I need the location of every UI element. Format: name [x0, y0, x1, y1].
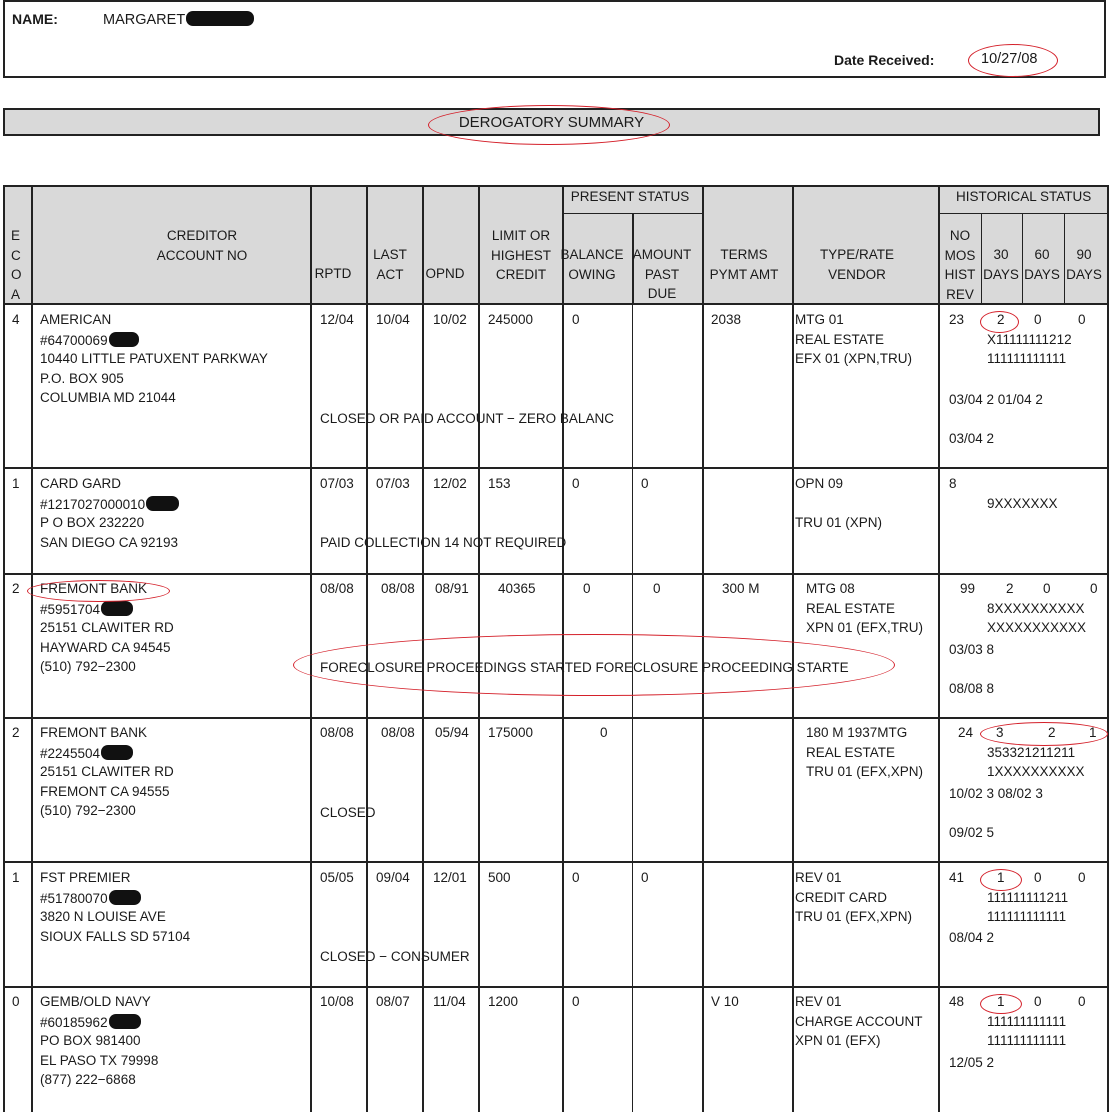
row-ecoa: 2 [12, 581, 20, 596]
row-separator [3, 573, 1107, 575]
row-type-vendor: REAL ESTATE [806, 600, 896, 616]
row-history-count: 0 [1043, 581, 1051, 596]
row-history-pattern: 111111111111 [987, 909, 1067, 924]
row-creditor-address: P O BOX 232220 [40, 515, 145, 530]
row-history-pattern: X11111111212 [987, 331, 1072, 347]
row-ecoa: 1 [12, 476, 20, 491]
row-type-vendor: TRU 01 (EFX,XPN) [795, 909, 913, 924]
row-creditor-name: AMERICAN [40, 312, 112, 327]
row-opnd: 12/01 [433, 870, 467, 885]
header-no-mos: MOS [944, 247, 976, 263]
row-terms: 2038 [711, 312, 742, 327]
row-account-number [40, 745, 133, 761]
row-separator [3, 861, 1107, 863]
row-account-number [40, 1014, 141, 1030]
row-terms: V 10 [711, 994, 739, 1009]
header-amount-past-due: PAST [644, 266, 680, 282]
row-creditor-address: (510) 792−2300 [40, 659, 136, 674]
header-bottom-rule [3, 303, 1107, 305]
redaction-mark [109, 890, 141, 905]
row-account-number-text: #5951704 [40, 601, 101, 617]
header-terms: TERMS [720, 247, 768, 262]
row-type-vendor: TRU 01 (EFX,XPN) [806, 764, 924, 779]
header-ecoa: E [11, 228, 21, 243]
row-creditor-address: 25151 CLAWITER RD [40, 620, 174, 635]
row-balance: 0 [600, 725, 608, 740]
row-limit: 175000 [488, 725, 534, 740]
date-received-value: 10/27/08 [981, 51, 1038, 67]
row-history-count: 2 [1006, 581, 1014, 596]
column-rule [1107, 185, 1109, 1112]
row1-30days-annotation-circle [980, 311, 1019, 333]
row-type-vendor: OPN 09 [795, 476, 844, 491]
header-creditor: CREDITOR [166, 228, 238, 243]
row-history-dates: 08/08 8 [949, 681, 995, 696]
row-history-count: 2 [1048, 725, 1056, 740]
row-type-vendor: 180 M 1937MTG [806, 725, 908, 740]
row-creditor-address: (510) 792−2300 [40, 803, 136, 818]
row-history-count: 8 [949, 476, 957, 491]
row-type-vendor: REV 01 [795, 994, 842, 1009]
row-creditor-address: P.O. BOX 905 [40, 370, 124, 386]
row-type-vendor: EFX 01 (XPN,TRU) [795, 351, 913, 366]
row-separator [3, 467, 1107, 469]
header-last-act: ACT [376, 266, 404, 282]
row-ecoa: 2 [12, 725, 20, 740]
column-rule [632, 986, 633, 1112]
row-history-pattern: 9XXXXXXX [987, 495, 1058, 511]
header-type-rate: TYPE/RATE [819, 247, 894, 262]
table-top-rule [3, 185, 1107, 187]
header-last-act: LAST [373, 247, 407, 262]
row-history-dates: 03/04 2 01/04 2 [949, 392, 1043, 407]
row-creditor-address: EL PASO TX 79998 [40, 1052, 159, 1068]
column-rule [938, 185, 940, 1112]
row-remark: CLOSED [320, 805, 376, 820]
row-type-vendor: REV 01 [795, 870, 842, 885]
row-history-dates: 12/05 2 [949, 1055, 995, 1070]
row-type-vendor: REAL ESTATE [795, 331, 885, 347]
foreclosure-remark-annotation-circle [293, 634, 895, 696]
row-remark: CLOSED − CONSUMER [320, 949, 470, 964]
row-last-act: 10/04 [376, 312, 410, 327]
header-opnd: OPND [425, 266, 465, 281]
row5-30days-annotation-circle [980, 869, 1022, 891]
row-history-count: 23 [949, 312, 965, 327]
row-history-pattern: 1XXXXXXXXXX [987, 764, 1085, 779]
row-history-pattern: XXXXXXXXXXX [987, 620, 1087, 635]
row-history-count: 0 [1034, 312, 1042, 327]
row-rptd: 12/04 [320, 312, 354, 327]
row-last-act: 08/07 [376, 994, 410, 1009]
row-last-act: 08/08 [381, 581, 415, 596]
row-type-vendor: XPN 01 (EFX) [795, 1033, 881, 1048]
row-history-dates: 08/04 2 [949, 930, 995, 945]
row-account-number [40, 601, 133, 617]
row-type-vendor: TRU 01 (XPN) [795, 515, 883, 530]
row-history-dates: 03/03 8 [949, 642, 995, 657]
row-account-number-text: #1217027000010 [40, 496, 146, 512]
row-history-count: 1 [997, 994, 1005, 1009]
redaction-mark [146, 496, 179, 511]
row-creditor-address: SAN DIEGO CA 92193 [40, 534, 179, 550]
row-creditor-name: CARD GARD [40, 476, 122, 491]
column-rule [632, 303, 633, 467]
row-history-count: 41 [949, 870, 965, 885]
row-opnd: 10/02 [433, 312, 467, 327]
row-type-vendor: MTG 01 [795, 312, 844, 327]
row-balance: 0 [572, 994, 580, 1009]
row-history-dates: 03/04 2 [949, 431, 995, 446]
row-type-vendor: MTG 08 [806, 581, 855, 596]
header-amount-past-due: DUE [647, 286, 677, 301]
row-type-vendor: XPN 01 (EFX,TRU) [806, 620, 924, 635]
row-history-pattern: 111111111211 [987, 889, 1069, 905]
column-rule [632, 717, 633, 861]
row-balance: 0 [572, 476, 580, 491]
header-limit: LIMIT OR [491, 228, 551, 243]
header-rptd: RPTD [314, 266, 352, 281]
row-remark: FORECLOSURE PROCEEDINGS STARTED FORECLOSURE PROCEEDING STARTE [320, 660, 849, 675]
row-history-count: 0 [1034, 870, 1042, 885]
row-opnd: 05/94 [435, 725, 469, 740]
redaction-mark [101, 601, 133, 616]
header-limit: CREDIT [495, 267, 547, 282]
row6-30days-annotation-circle [980, 994, 1022, 1014]
row-ecoa: 1 [12, 870, 20, 885]
header-limit: HIGHEST [490, 247, 551, 263]
row-history-count: 1 [1089, 725, 1097, 740]
row-limit: 1200 [488, 994, 519, 1009]
column-rule [310, 185, 312, 1112]
row-account-number [40, 332, 139, 348]
header-90-days: 90 [1076, 247, 1092, 262]
row-limit: 500 [488, 870, 511, 885]
date-received-label: Date Received: [834, 52, 935, 68]
row-history-dates: 09/02 5 [949, 825, 995, 840]
header-ecoa: C [11, 247, 21, 263]
row-past-due: 0 [653, 581, 661, 596]
row-terms: 300 M [722, 581, 760, 596]
row-rptd: 10/08 [320, 994, 354, 1009]
header-60-days: DAYS [1024, 266, 1060, 282]
row-creditor-address: 10440 LITTLE PATUXENT PARKWAY [40, 351, 268, 366]
row-history-count: 0 [1090, 581, 1098, 596]
section-title: DEROGATORY SUMMARY [458, 114, 645, 131]
header-90-days: DAYS [1066, 266, 1102, 282]
header-no-mos: HIST [944, 267, 976, 282]
row-history-count: 1 [997, 870, 1005, 885]
row-last-act: 08/08 [381, 725, 415, 740]
row-creditor-address: SIOUX FALLS SD 57104 [40, 928, 191, 944]
row-type-vendor: CREDIT CARD [795, 889, 888, 905]
row-creditor-address: COLUMBIA MD 21044 [40, 390, 176, 405]
row-history-dates: 10/02 3 08/02 3 [949, 786, 1043, 801]
row-history-count: 24 [958, 725, 974, 740]
row-history-pattern: 111111111111 [987, 1013, 1067, 1029]
redaction-mark [101, 745, 133, 760]
name-text: MARGARET [103, 12, 186, 28]
name-label: NAME: [12, 11, 58, 27]
row-separator [3, 986, 1107, 988]
row-creditor-name: FREMONT BANK [40, 581, 148, 596]
header-30-days: 30 [993, 247, 1009, 262]
row-history-count: 2 [997, 312, 1005, 327]
row-opnd: 08/91 [435, 581, 469, 596]
row-remark: CLOSED OR PAID ACCOUNT − ZERO BALANC [320, 411, 614, 426]
row-ecoa: 4 [12, 312, 20, 327]
row-history-count: 48 [949, 994, 965, 1009]
row-balance: 0 [572, 312, 580, 327]
row-history-count: 0 [1078, 870, 1086, 885]
header-ecoa: O [11, 267, 22, 282]
row-history-count: 0 [1078, 312, 1086, 327]
row-limit: 40365 [498, 581, 536, 596]
row-account-number-text: #2245504 [40, 745, 101, 761]
row4-late-days-annotation-circle [980, 722, 1108, 746]
row-limit: 153 [488, 476, 511, 491]
redaction-mark [109, 332, 139, 347]
row-creditor-address: FREMONT CA 94555 [40, 783, 170, 799]
redaction-mark [109, 1014, 141, 1029]
row-past-due: 0 [641, 476, 649, 491]
column-rule [31, 185, 33, 1112]
row-creditor-name: FREMONT BANK [40, 725, 148, 740]
header-creditor: ACCOUNT NO [156, 247, 248, 263]
row-type-vendor: CHARGE ACCOUNT [795, 1013, 923, 1029]
row-creditor-name: GEMB/OLD NAVY [40, 994, 151, 1009]
row-creditor-address: PO BOX 981400 [40, 1033, 141, 1048]
row-creditor-address: 25151 CLAWITER RD [40, 764, 174, 779]
row-history-pattern: 353321211211 [987, 744, 1076, 760]
row-creditor-address: (877) 222−6868 [40, 1072, 136, 1087]
row-past-due: 0 [641, 870, 649, 885]
header-historical-status: HISTORICAL STATUS [956, 189, 1092, 204]
header-no-mos: NO [949, 228, 971, 243]
row-remark: PAID COLLECTION 14 NOT REQUIRED [320, 535, 567, 550]
row-history-pattern: 111111111111 [987, 1033, 1067, 1048]
row-ecoa: 0 [12, 994, 20, 1009]
row-rptd: 05/05 [320, 870, 354, 885]
row-history-pattern: 111111111111 [987, 351, 1067, 366]
header-30-days: DAYS [983, 266, 1019, 282]
header-type-rate: VENDOR [828, 266, 886, 282]
row-account-number [40, 890, 141, 906]
row-rptd: 08/08 [320, 725, 354, 740]
row-last-act: 07/03 [376, 476, 410, 491]
row-limit: 245000 [488, 312, 534, 327]
row-creditor-address: 3820 N LOUISE AVE [40, 909, 166, 924]
row-account-number [40, 496, 179, 512]
row-rptd: 07/03 [320, 476, 354, 491]
row-creditor-address: HAYWARD CA 94545 [40, 639, 171, 655]
header-present-status: PRESENT STATUS [570, 189, 690, 204]
header-balance: OWING [568, 266, 616, 282]
row-balance: 0 [583, 581, 591, 596]
row-opnd: 11/04 [433, 994, 466, 1009]
row-type-vendor: REAL ESTATE [806, 744, 896, 760]
fremont-bank-annotation-circle [27, 580, 170, 602]
row-rptd: 08/08 [320, 581, 354, 596]
header-balance: BALANCE [560, 247, 624, 262]
row-history-count: 0 [1034, 994, 1042, 1009]
row-last-act: 09/04 [376, 870, 410, 885]
header-terms: PYMT AMT [709, 266, 779, 282]
row-account-number-text: #64700069 [40, 332, 108, 348]
row-history-count: 3 [996, 725, 1004, 740]
row-opnd: 12/02 [433, 476, 467, 491]
header-ecoa: A [11, 286, 21, 302]
row-creditor-name: FST PREMIER [40, 870, 131, 885]
header-60-days: 60 [1034, 247, 1050, 262]
row-history-pattern: 8XXXXXXXXXX [987, 600, 1085, 616]
row-history-count: 99 [960, 581, 976, 596]
row-history-count: 0 [1078, 994, 1086, 1009]
column-rule [632, 467, 633, 573]
present-status-rule [562, 213, 702, 214]
table-header-bg [4, 185, 1107, 303]
row-account-number-text: #51780070 [40, 890, 108, 906]
row-account-number-text: #60185962 [40, 1014, 108, 1030]
column-rule [3, 185, 5, 1112]
column-rule [632, 861, 633, 986]
row-separator [3, 717, 1107, 719]
header-no-mos: REV [946, 286, 974, 302]
row-balance: 0 [572, 870, 580, 885]
header-amount-past-due: AMOUNT [632, 247, 692, 262]
